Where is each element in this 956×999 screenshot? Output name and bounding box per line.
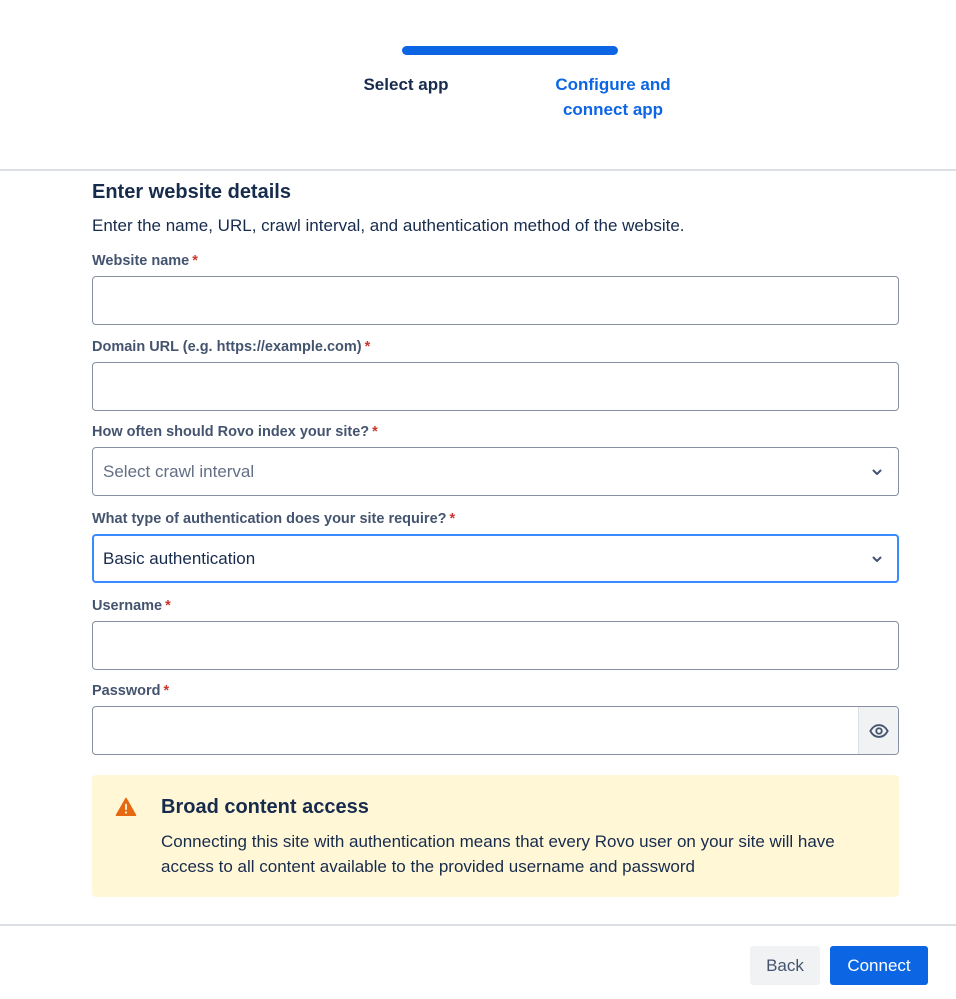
- domain-url-input[interactable]: [92, 362, 899, 411]
- warning-icon: [115, 796, 137, 818]
- progress-stepper: [0, 0, 956, 170]
- show-password-button[interactable]: [858, 707, 898, 754]
- website-name-input[interactable]: [92, 276, 899, 325]
- warning-title: Broad content access: [161, 796, 369, 818]
- progress-bar: [402, 46, 618, 55]
- authentication-selected-value: Basic authentication: [103, 549, 256, 568]
- eye-icon: [868, 720, 890, 742]
- required-marker: *: [163, 683, 170, 699]
- password-input[interactable]: [92, 706, 899, 755]
- password-label: Password *: [92, 683, 170, 699]
- chevron-down-icon: [870, 465, 884, 479]
- domain-url-label: Domain URL (e.g. https://example.com) *: [92, 339, 371, 355]
- crawl-interval-select[interactable]: [92, 447, 899, 496]
- connect-button[interactable]: Connect: [830, 946, 928, 985]
- crawl-interval-label: How often should Rovo index your site? *: [92, 424, 378, 440]
- username-input[interactable]: [92, 621, 899, 670]
- broad-content-access-warning: [92, 775, 899, 897]
- form-description: Enter the name, URL, crawl interval, and authentication method of the website.: [92, 216, 685, 235]
- warning-body: Connecting this site with authentication means that every Rovo user on your site will have access to all content available to the provided username and password: [161, 832, 835, 876]
- authentication-label: What type of authentication does your site require? *: [92, 511, 456, 527]
- step-configure-connect-app: Configure and connect app: [555, 75, 671, 119]
- website-name-label: Website name *: [92, 253, 198, 269]
- required-marker: *: [449, 511, 456, 527]
- required-marker: *: [165, 598, 171, 614]
- crawl-interval-placeholder: Select crawl interval: [103, 462, 255, 481]
- step-select-app: Select app: [363, 75, 449, 94]
- form-title: Enter website details: [92, 181, 291, 203]
- username-label: Username *: [92, 598, 171, 614]
- required-marker: *: [364, 339, 371, 355]
- authentication-select[interactable]: [92, 534, 899, 583]
- header-divider: [0, 169, 956, 171]
- required-marker: *: [192, 253, 198, 269]
- chevron-down-icon: [870, 552, 884, 566]
- back-button[interactable]: Back: [750, 946, 820, 985]
- footer-divider: [0, 924, 956, 926]
- required-marker: *: [372, 424, 378, 440]
